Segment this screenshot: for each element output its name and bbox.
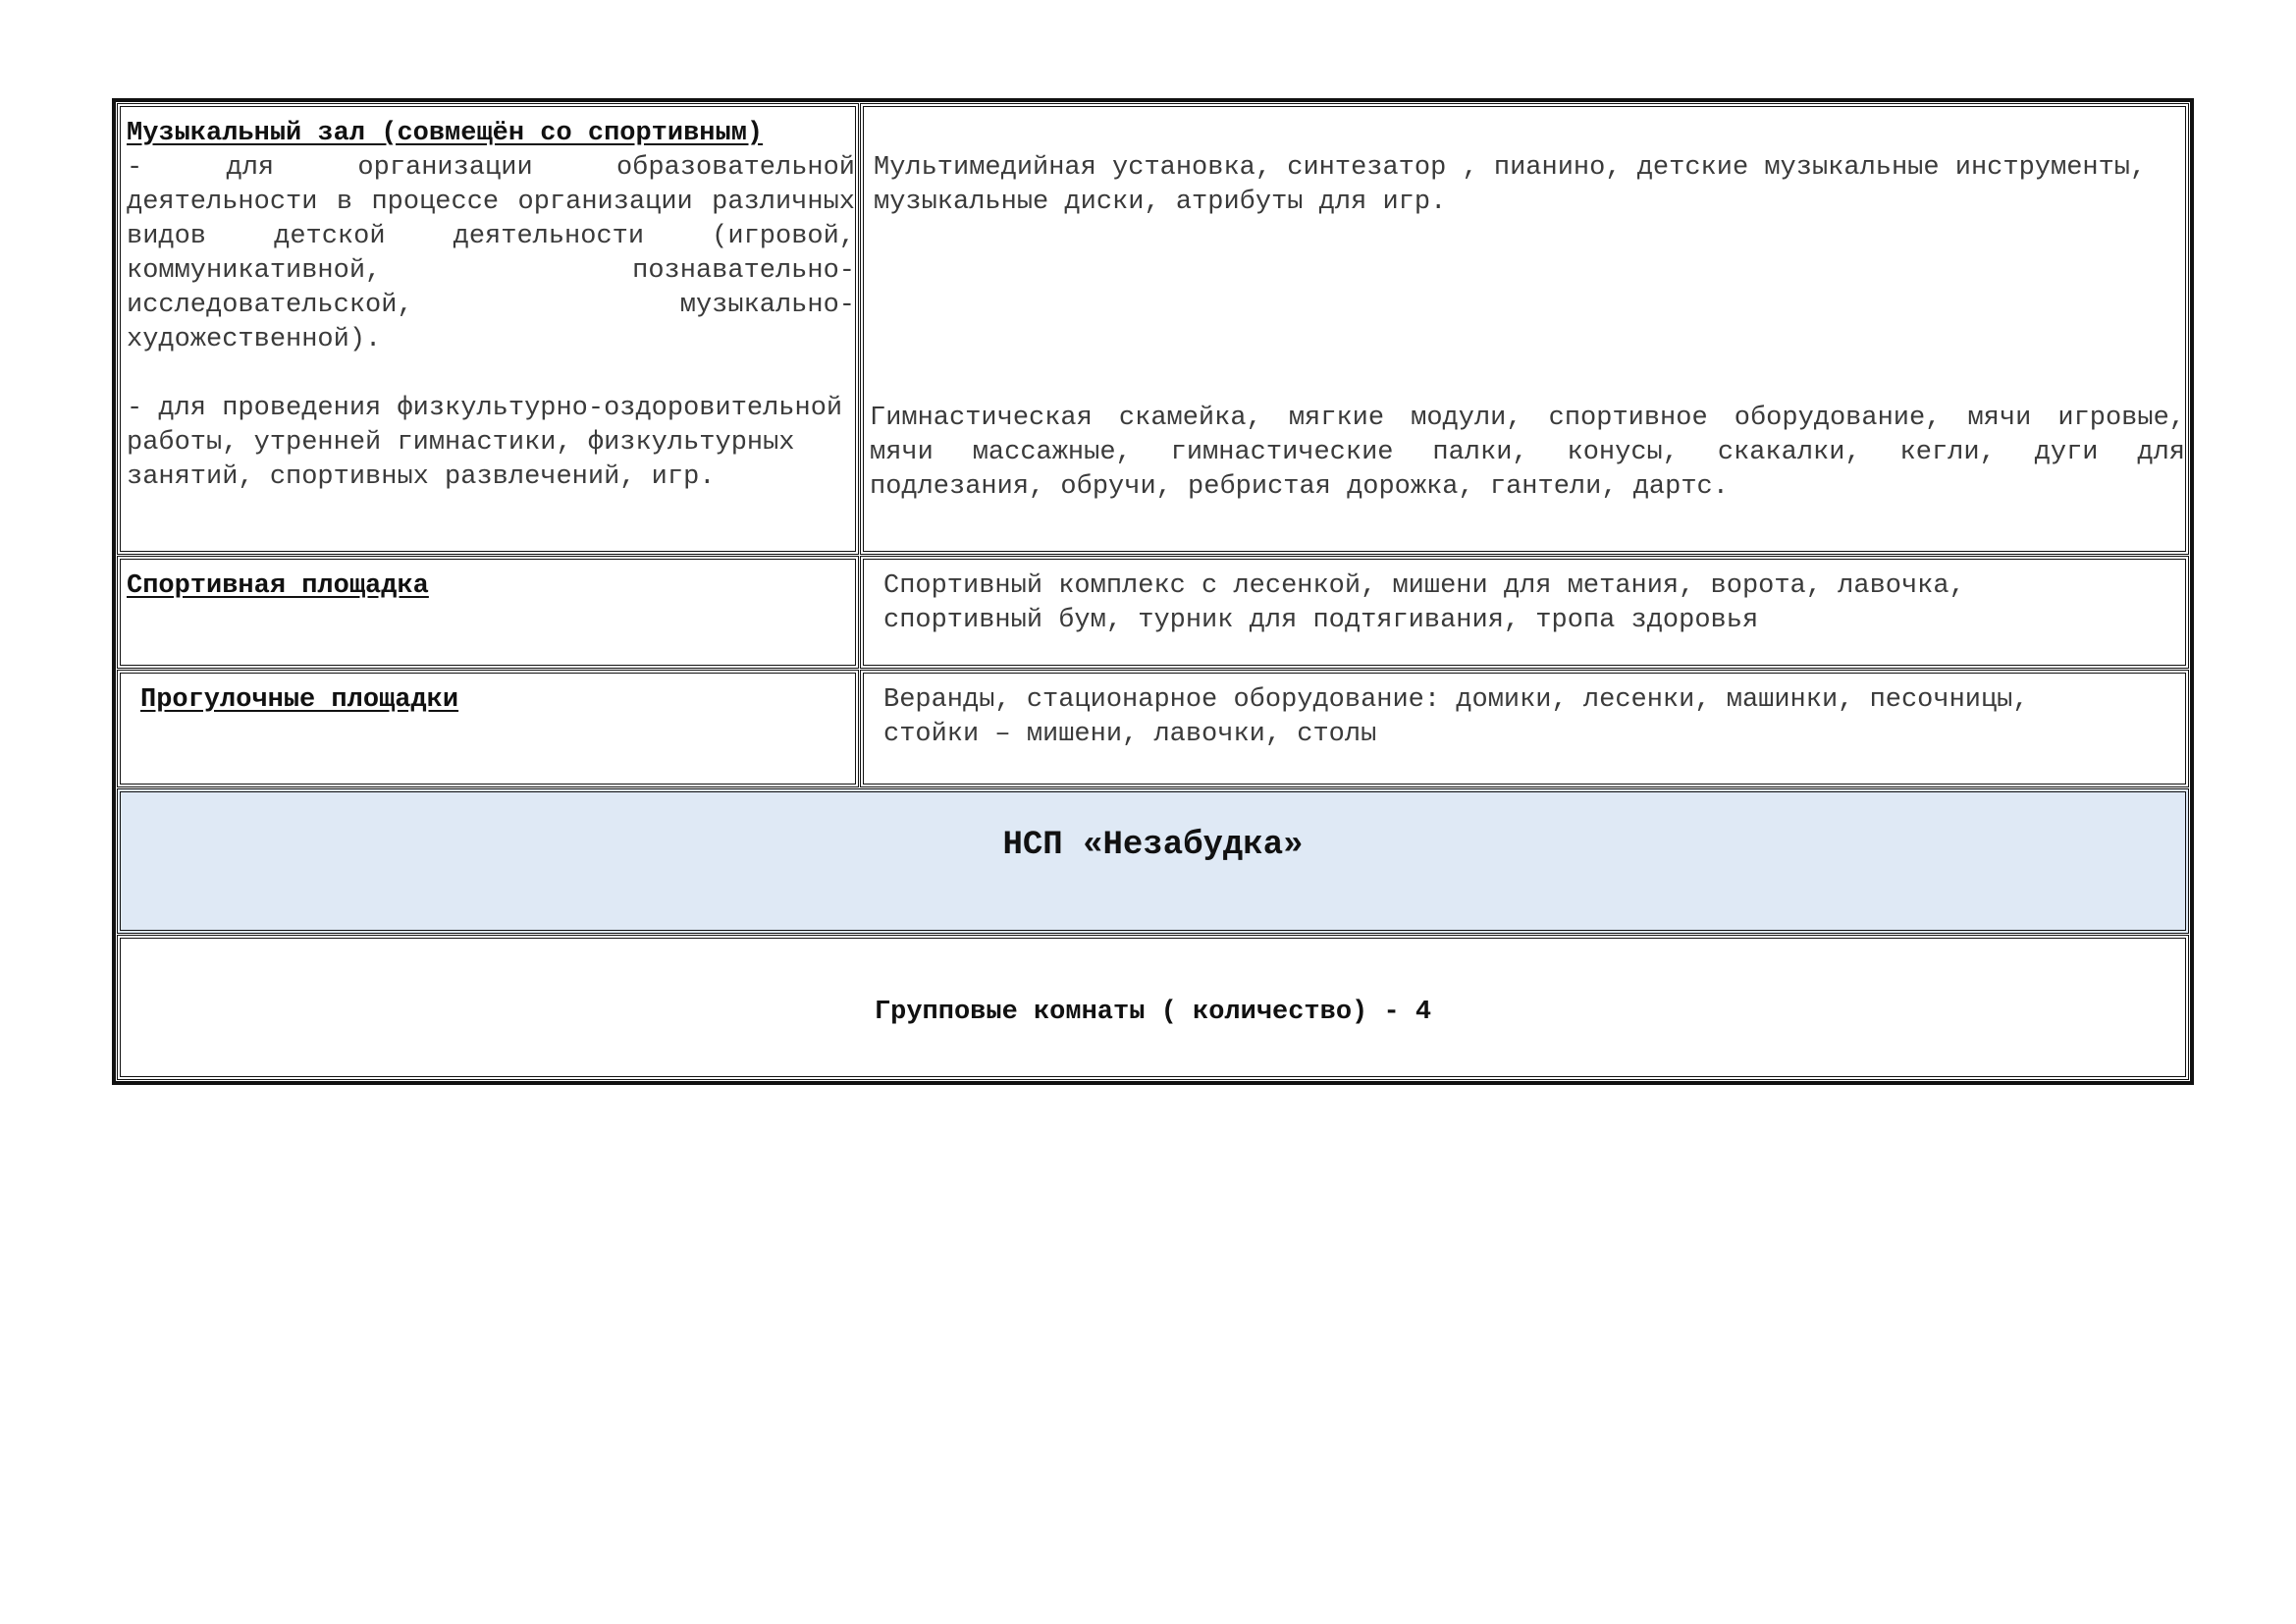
sports-hall-equipment: Гимнастическая скамейка, мягкие модули, спортивное оборудование, мячи игровые, мячи массажные, гимнастические палки, конусы, скакалки, кегли, дуги для подлезания, обручи, ребристая дорожка, гантели, дартс. xyxy=(870,404,2185,502)
banner-title: НСП «Незабудка» xyxy=(1002,827,1304,864)
sports-ground-equipment: Спортивный комплекс с лесенкой, мишени для метания, ворота, лавочка, спортивный бум, турник для подтягивания, тропа здоровья xyxy=(883,571,1965,635)
walking-areas-left-cell xyxy=(117,670,859,787)
walking-areas-right-cell xyxy=(860,670,2189,787)
music-hall-purpose-1: - для организации образовательной деятельности в процессе организации различных видов детской деятельности (игровой, коммуникативной, познавательно-исследовательской, музыкально-художественной). xyxy=(127,153,855,354)
sports-ground-heading: Спортивная площадка xyxy=(127,571,429,601)
walking-areas-equipment: Веранды, стационарное оборудование: домики, лесенки, машинки, песочницы, стойки – мишени, лавочки, столы xyxy=(883,685,2029,749)
music-hall-purpose-2: - для проведения физкультурно-оздоровительной работы, утренней гимнастики, физкультурных занятий, спортивных развлечений, игр. xyxy=(127,394,843,492)
music-hall-equipment: Мультимедийная установка, синтезатор , пианино, детские музыкальные инструменты, музыкальные диски, атрибуты для игр. xyxy=(874,153,2147,217)
group-rooms-count: Групповые комнаты ( количество) - 4 xyxy=(874,998,1432,1027)
section-banner xyxy=(117,788,2189,934)
group-rooms-row xyxy=(117,935,2189,1080)
music-hall-heading: Музыкальный зал (совмещён со спортивным) xyxy=(127,119,764,148)
music-hall-right-cell xyxy=(860,103,2189,555)
music-hall-left-cell xyxy=(117,103,859,555)
sports-ground-right-cell xyxy=(860,556,2189,669)
walking-areas-heading: Прогулочные площадки xyxy=(140,685,459,715)
sports-ground-left-cell xyxy=(117,556,859,669)
